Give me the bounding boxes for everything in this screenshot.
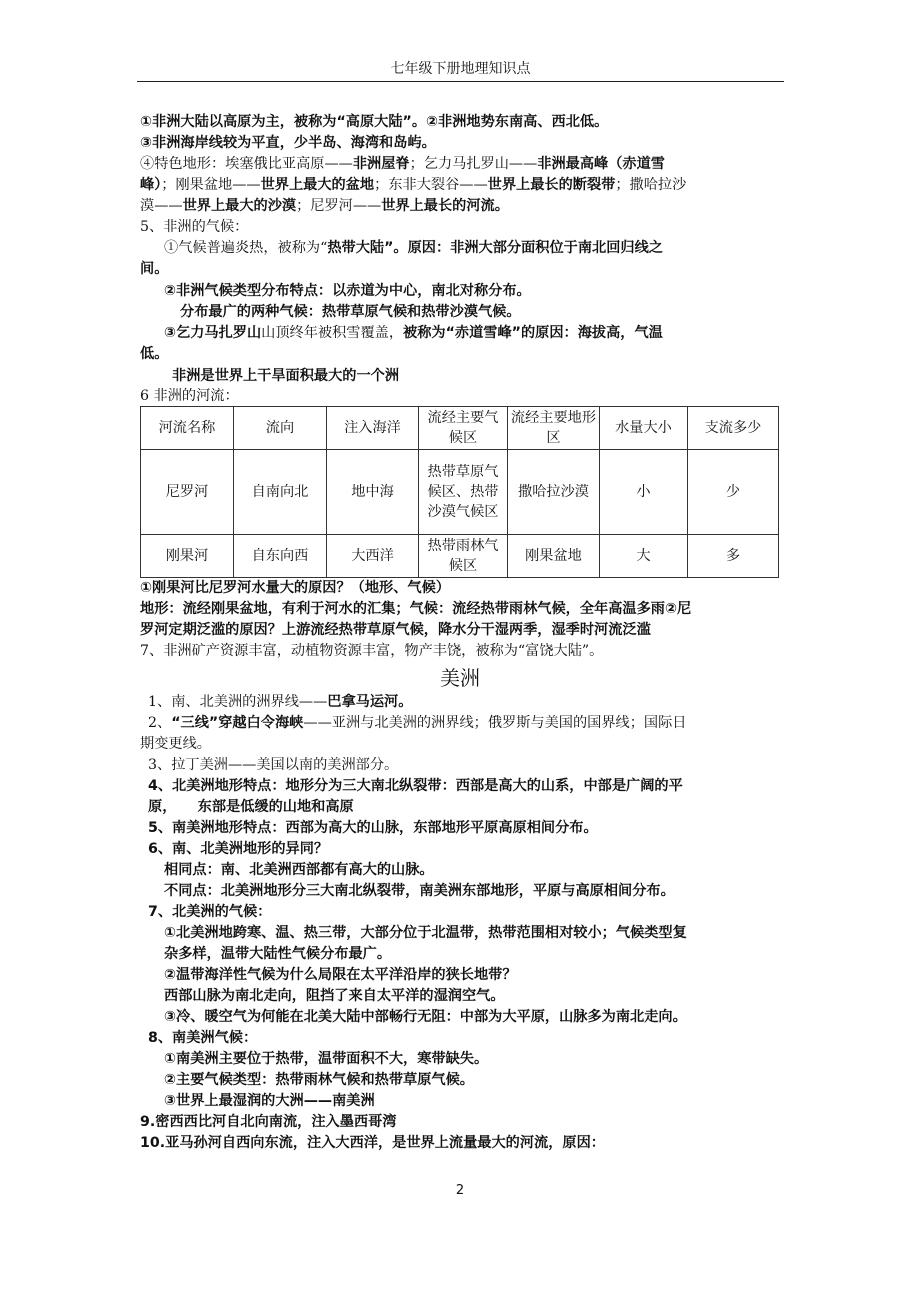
america-text: 2、 <box>148 715 172 731</box>
africa-text: 漠—— <box>140 198 183 214</box>
america-point-2-cont: 期变更线。 <box>140 736 211 752</box>
america-point-3: 3、拉丁美洲——美国以南的美洲部分。 <box>148 757 399 773</box>
africa-bold: 热带大陆 <box>327 240 385 256</box>
table-row <box>141 535 779 578</box>
africa-line-12: 低。 <box>140 346 169 362</box>
america-point-2 <box>148 713 798 734</box>
table-cell: 刚果盆地 <box>508 535 600 578</box>
america-point-6b: 不同点：北美洲地形分三大南北纵裂带，南美洲东部地形，平原与高原相间分布。 <box>164 883 675 899</box>
africa-text: ；乞力马扎罗山—— <box>409 156 538 172</box>
america-point-8: 8、南美洲气候： <box>148 1030 258 1046</box>
africa-line-10: 分布最广的两种气候：热带草原气候和热带沙漠气候。 <box>180 304 521 320</box>
africa-line-5 <box>140 196 790 217</box>
america-text: ——亚洲与北美洲的洲界线；俄罗斯与美国的国界线；国际日 <box>303 715 687 731</box>
page-number: 2 <box>455 1183 465 1198</box>
africa-text: ；尼罗河—— <box>296 198 382 214</box>
africa-line-7 <box>164 238 814 259</box>
america-point-7e: ③冷、暖空气为何能在北美大陆中部畅行无阻：中部为大平原，山脉多为南北走向。 <box>164 1009 687 1025</box>
africa-line-1: ①非洲大陆以高原为主，被称为“高原大陆”。②非洲地势东南高、西北低。 <box>140 114 609 130</box>
table-header-cell: 注入海洋 <box>327 407 419 450</box>
table-cell: 地中海 <box>327 450 419 535</box>
africa-climate-heading: 5、非洲的气候： <box>140 219 249 235</box>
table-row <box>141 450 779 535</box>
table-header-cell: 流向 <box>234 407 327 450</box>
table-cell: 撒哈拉沙漠 <box>508 450 600 535</box>
africa-text: ④特色地形：埃塞俄比亚高原—— <box>140 156 353 172</box>
table-cell: 自东向西 <box>234 535 327 578</box>
america-heading: 美洲 <box>440 666 480 690</box>
africa-line-13: 非洲是世界上干旱面积最大的一个洲 <box>172 368 400 384</box>
america-bold: 巴拿马运河。 <box>327 694 413 710</box>
america-point-6a: 相同点：南、北美洲西部都有高大的山脉。 <box>164 862 434 878</box>
river-answer-2: 罗河定期泛滥的原因？上游流经热带草原气候，降水分干湿两季，湿季时河流泛滥 <box>140 622 651 638</box>
africa-line-9: ②非洲气候类型分布特点：以赤道为中心，南北对称分布。 <box>164 283 531 299</box>
table-cell: 大西洋 <box>327 535 419 578</box>
africa-bold: 峰） <box>140 177 162 193</box>
table-cell: 热带草原气候区、热带沙漠气候区 <box>419 450 508 535</box>
america-point-7a: ①北美洲地跨寒、温、热三带，大部分位于北温带，热带范围相对较小；气候类型复 <box>164 925 687 941</box>
table-header-cell: 支流多少 <box>688 407 779 450</box>
africa-text: ；撒哈拉沙 <box>615 177 687 193</box>
river-table <box>140 406 779 578</box>
africa-text: ；刚果盆地—— <box>161 177 261 193</box>
table-header-row <box>141 407 779 450</box>
africa-bold: 世界上最长的断裂带 <box>487 177 616 193</box>
africa-line-8: 间。 <box>140 261 169 277</box>
america-point-4-cont: 原， 东部是低缓的山地和高原 <box>148 799 354 815</box>
africa-bold: 非洲屋脊 <box>352 156 410 172</box>
header-divider <box>137 81 784 82</box>
africa-rivers-heading: 6 非洲的河流： <box>140 388 239 404</box>
africa-line-4 <box>140 175 790 196</box>
table-header-cell: 河流名称 <box>141 407 234 450</box>
africa-bold: 被称为“赤道雪峰”的原因：海拔高，气温 <box>403 325 663 341</box>
america-point-1 <box>148 692 798 713</box>
table-cell: 热带雨林气候区 <box>419 535 508 578</box>
africa-resources: 7、非洲矿产资源丰富，动植物资源丰富，物产丰饶，被称为“富饶大陆”。 <box>140 643 604 659</box>
table-cell: 多 <box>688 535 779 578</box>
table-header-cell: 水量大小 <box>600 407 688 450</box>
america-point-7d: 西部山脉为南北走向，阻挡了来自太平洋的湿润空气。 <box>164 988 505 1004</box>
table-cell: 自南向北 <box>234 450 327 535</box>
table-cell: 小 <box>600 450 688 535</box>
africa-text: ①气候普遍炎热，被称为“ <box>164 240 328 256</box>
africa-bold: 世界上最长的河流。 <box>381 198 509 214</box>
river-question-1: ①刚果河比尼罗河水量大的原因？（地形、气候） <box>140 580 450 596</box>
america-point-8c: ③世界上最湿润的大洲——南美洲 <box>164 1093 375 1109</box>
america-point-7b: 杂多样，温带大陆性气候分布最广。 <box>164 946 392 962</box>
africa-line-3 <box>140 154 790 175</box>
table-cell: 刚果河 <box>141 535 234 578</box>
africa-line-2: ③非洲海岸线较为平直，少半岛、海湾和岛屿。 <box>140 135 436 151</box>
table-cell: 尼罗河 <box>141 450 234 535</box>
america-point-4: 4、北美洲地形特点：地形分为三大南北纵裂带：西部是高大的山系，中部是广阔的平 <box>148 778 683 794</box>
africa-text: ；东非大裂谷—— <box>374 177 488 193</box>
america-text: 1、南、北美洲的洲界线—— <box>148 694 328 710</box>
africa-bold: ③乞力马扎罗山 <box>164 325 262 341</box>
africa-bold: ”。原因：非洲大部分面积位于南北回归线之 <box>384 240 663 256</box>
america-point-6: 6、南、北美洲地形的异同？ <box>148 841 329 857</box>
africa-bold: 非洲最高峰（赤道雪 <box>537 156 665 172</box>
table-cell: 少 <box>688 450 779 535</box>
america-point-7c: ②温带海洋性气候为什么局限在太平洋沿岸的狭长地带？ <box>164 967 517 983</box>
page-header-title: 七年级下册地理知识点 <box>390 61 531 77</box>
america-point-5: 5、南美洲地形特点：西部为高大的山脉，东部地形平原高原相间分布。 <box>148 820 598 836</box>
table-header-cell: 流经主要地形区 <box>508 407 600 450</box>
america-bold: “三线”穿越白令海峡 <box>171 715 304 731</box>
america-point-8b: ②主要气候类型：热带雨林气候和热带草原气候。 <box>164 1072 474 1088</box>
america-point-8a: ①南美洲主要位于热带，温带面积不大，寒带缺失。 <box>164 1051 489 1067</box>
africa-bold: 世界上最大的盆地 <box>260 177 375 193</box>
table-cell: 大 <box>600 535 688 578</box>
africa-line-11 <box>164 323 814 344</box>
america-point-9: 9.密西西比河自北向南流，注入墨西哥湾 <box>140 1114 397 1130</box>
river-answer-1: 地形：流经刚果盆地，有利于河水的汇集；气候：流经热带雨林气候，全年高温多雨②尼 <box>140 601 692 617</box>
america-point-7: 7、北美洲的气候： <box>148 904 272 920</box>
africa-text: 山顶终年被积雪覆盖， <box>261 325 404 341</box>
america-point-10: 10.亚马孙河自西向东流，注入大西洋，是世界上流量最大的河流，原因： <box>140 1135 605 1151</box>
africa-bold: 世界上最大的沙漠 <box>182 198 297 214</box>
table-header-cell: 流经主要气候区 <box>419 407 508 450</box>
